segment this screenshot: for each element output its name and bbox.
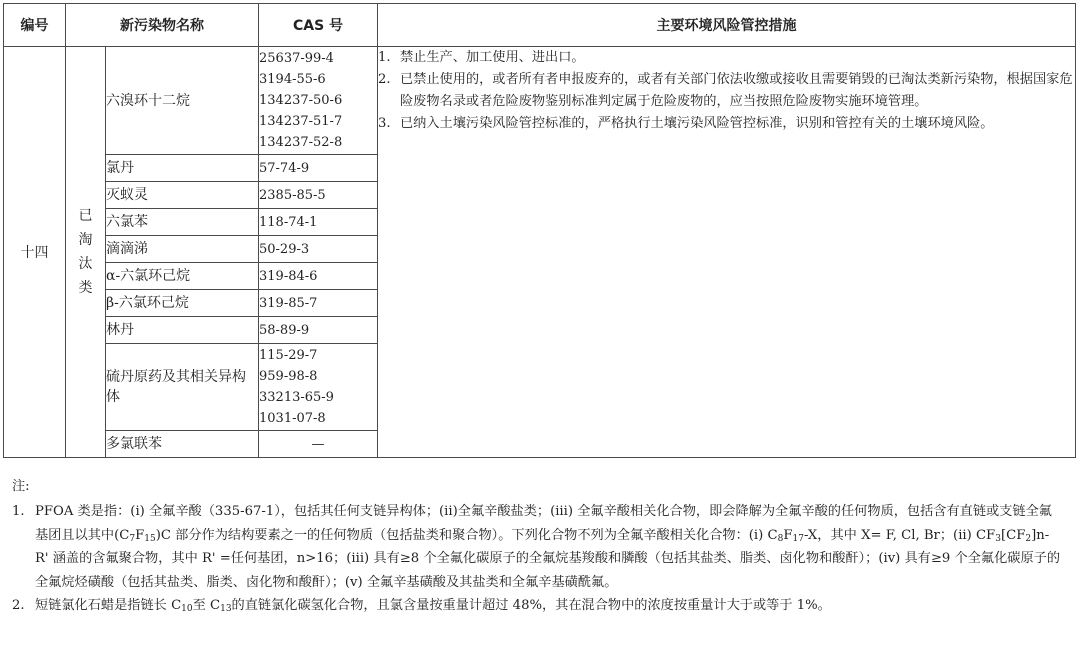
cas-number: 115-29-7 (259, 348, 318, 363)
cas-number: 134237-52-8 (259, 135, 343, 150)
measure-number: 1. (378, 50, 391, 65)
note-text-pfoa: PFOA 类是指：(i) 全氟辛酸（335-67-1），包括其任何支链异构体；(ii)全氟辛酸盐类；(iii) 全氟辛酸相关化合物，即会降解为全氟辛酸的任何物质，包括含有直链或支链全氟基团且以其中$(C_7F_{15})C$ 部分作为结构要素之一的任何物质（包括盐类和聚合物）。下列化合物不列为全氟辛酸相关化合物：(i) $C_8F_{17}-X$，其中 X= F, Cl, Br；(ii) $CF_3[CF_2]n-R'$ 涵盖的含氟聚合物，其中 R' =任何基团，n>16；(iii) 具有≥8 个全氟化碳原子的全氟烷基羧酸和膦酸（包括其盐类、脂类、卤化物和酸酐）；(iv) 具有≥9 个全氟化碳原子的全氟烷烃磺酸（包括其盐类、脂类、卤化物和酸酐）；(v) 全氟辛基磺酸及其盐类和全氟辛基磺酰氟。 (35, 504, 1061, 590)
cas-cell (259, 209, 378, 236)
cas-cell (259, 155, 378, 182)
group-number: 十四 (4, 47, 66, 458)
measure-item (378, 47, 1075, 69)
measure-number: 3. (378, 116, 391, 131)
category-char: 汰 (78, 256, 93, 272)
cas-number: 319-84-6 (259, 268, 318, 284)
pollutant-name: α-六氯环己烷 (106, 263, 259, 290)
cas-number: 58-89-9 (259, 322, 310, 338)
cas-number: 959-98-8 (259, 369, 318, 384)
measures-cell (378, 47, 1076, 458)
measure-text: 禁止生产、加工使用、进出口。 (400, 50, 585, 65)
category-char: 淘 (78, 232, 93, 248)
pollutant-name: β-六氯环己烷 (106, 290, 259, 317)
header-cas: CAS 号 (259, 4, 378, 47)
cas-number: 3194-55-6 (259, 72, 326, 87)
cas-number: 33213-65-9 (259, 390, 334, 405)
note-item (12, 594, 1062, 617)
cas-number: 134237-50-6 (259, 93, 343, 108)
pollutant-name: 滴滴涕 (106, 236, 259, 263)
cas-number: 2385-85-5 (259, 187, 326, 203)
header-number: 编号 (4, 4, 66, 47)
cas-number: 118-74-1 (259, 214, 318, 230)
pollutant-name: 六溴环十二烷 (106, 47, 259, 155)
cas-number: 1031-07-8 (259, 411, 326, 426)
cas-cell (259, 431, 378, 458)
cas-cell (259, 263, 378, 290)
pollutant-name: 林丹 (106, 317, 259, 344)
cas-cell (259, 47, 378, 155)
pollutant-name: 氯丹 (106, 155, 259, 182)
measure-item (378, 69, 1075, 113)
measure-number: 2. (378, 72, 391, 87)
notes-title: 注: (12, 479, 30, 494)
header-pollutant-name: 新污染物名称 (66, 4, 259, 47)
pollutant-name: 六氯苯 (106, 209, 259, 236)
note-number: 2. (12, 598, 25, 614)
category-char: 已 (78, 208, 93, 224)
pollutant-name: 硫丹原药及其相关异构体 (106, 344, 259, 431)
table-row (4, 47, 1076, 155)
header-row (4, 4, 1076, 47)
pollutant-table (3, 3, 1076, 458)
cas-number: 57-74-9 (259, 160, 310, 176)
group-category (66, 47, 106, 458)
measure-text: 已纳入土壤污染风险管控标准的，严格执行土壤污染风险管控标准，识别和管控有关的土壤环境风险。 (400, 116, 994, 131)
cas-cell (259, 344, 378, 431)
cas-number: 319-85-7 (259, 295, 318, 311)
cas-number: — (311, 436, 325, 452)
pollutant-name: 多氯联苯 (106, 431, 259, 458)
pollutant-name: 灭蚁灵 (106, 182, 259, 209)
cas-number: 25637-99-4 (259, 51, 334, 66)
cas-cell (259, 317, 378, 344)
header-measures: 主要环境风险管控措施 (378, 4, 1076, 47)
note-text-sccp: 短链氯化石蜡是指链长 $C_{10}$至 $C_{13}$的直链氯化碳氢化合物，且氯含量按重量计超过 48%，其在混合物中的浓度按重量计大于或等于 1%。 (35, 598, 831, 615)
note-item (12, 500, 1062, 594)
measure-item (378, 113, 1075, 135)
cas-cell (259, 182, 378, 209)
cas-cell (259, 236, 378, 263)
notes-section (12, 475, 1062, 617)
category-char: 类 (78, 280, 93, 296)
note-number: 1. (12, 504, 25, 520)
cas-cell (259, 290, 378, 317)
cas-number: 134237-51-7 (259, 114, 343, 129)
measure-text: 已禁止使用的，或者所有者申报废弃的，或者有关部门依法收缴或接收且需要销毁的已淘汰类新污染物，根据国家危险废物名录或者危险废物鉴别标准判定属于危险废物的，应当按照危险废物实施环境管理。 (400, 72, 1073, 109)
cas-number: 50-29-3 (259, 241, 310, 257)
